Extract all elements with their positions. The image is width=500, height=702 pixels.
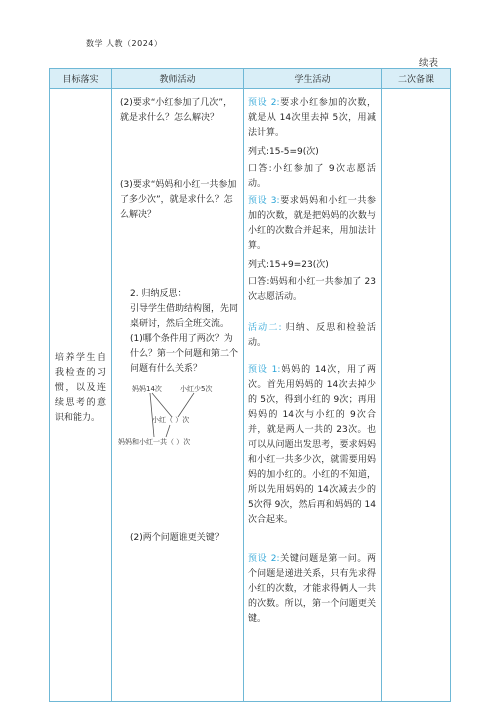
preset-2 bbox=[244, 96, 381, 141]
diagram-label-red: 小红（ ）次 bbox=[152, 416, 190, 424]
teacher-q2: (2)要求“小红参加了几次”，就是求什么？怎么解决？ bbox=[120, 98, 233, 123]
goal-text: 培养学生自我检查的习惯，以及连续思考的意识和能力。 bbox=[55, 353, 106, 423]
diagram-label-less: 小红少5次 bbox=[180, 385, 213, 393]
preset-1-tag: 预设 1: bbox=[248, 365, 281, 375]
preset-2-formula: 列式:15-5=9(次) bbox=[248, 147, 319, 157]
summary-title: 2. 归纳反思： bbox=[130, 289, 187, 299]
column-header-goal: 目标落实 bbox=[50, 69, 112, 89]
lesson-table bbox=[49, 68, 451, 702]
preset-2-text: 要求小红参加的次数，就是从 14次里去掉 5次，用减法计算。 bbox=[248, 98, 376, 138]
teacher-cell bbox=[112, 89, 244, 702]
column-header-student: 学生活动 bbox=[244, 69, 382, 89]
book-header: 数学 人教（2024） bbox=[86, 39, 163, 48]
preset-2-answer: 口答:小红参加了 9次志愿活动。 bbox=[248, 164, 376, 189]
summary-guide: 引导学生借助结构图，先同桌研讨，然后全班交流。 bbox=[130, 304, 239, 329]
preset-2b bbox=[244, 552, 381, 627]
notes-cell bbox=[382, 89, 451, 702]
preset-1 bbox=[244, 363, 381, 528]
preset-2-tag: 预设 2: bbox=[248, 98, 280, 108]
continued-label: 续表 bbox=[418, 58, 438, 69]
preset-3 bbox=[244, 194, 381, 254]
diagram-label-total: 妈妈和小红一共（ ）次 bbox=[118, 438, 191, 446]
teacher-q3: (3)要求“妈妈和小红一共参加了多少次”，就是求什么？怎么解决？ bbox=[120, 180, 237, 220]
column-header-teacher: 教师活动 bbox=[112, 69, 244, 89]
activity-2 bbox=[244, 321, 381, 351]
student-cell bbox=[244, 89, 382, 702]
activity-2-text: 归纳、反思和检验活动。 bbox=[248, 323, 376, 348]
table-header-row bbox=[50, 69, 451, 89]
structure-diagram bbox=[112, 379, 243, 445]
diagram-label-mom: 妈妈14次 bbox=[132, 385, 162, 393]
column-header-notes: 二次备课 bbox=[382, 69, 451, 89]
preset-3-answer: 口答:妈妈和小红一共参加了 23次志愿活动。 bbox=[248, 277, 376, 302]
preset-2b-tag: 预设 2: bbox=[248, 554, 280, 564]
summary-question-1: (1)哪个条件用了两次？为什么？第一个问题和第二个问题有什么关系？ bbox=[130, 334, 239, 374]
preset-1-text: 妈妈的 14次，用了两次。首先用妈妈的 14次去掉少的 5次，得到小红的 9次；再用妈妈的 14次与小红的 9次合并，就是两人一共的 23次。也可以从问题出发思考，要求妈妈和小红一共多少次，就需要用妈妈的加小红的。小红的不知道，所以先用妈妈的 14次减去少的 5次得 9次，然后再和妈妈的 14次合起来。 bbox=[248, 365, 376, 525]
summary-question-2: (2)两个问题谁更关键？ bbox=[130, 533, 224, 543]
preset-3-text: 要求妈妈和小红一共参加的次数，就是把妈妈的次数与小红的次数合并起来，用加法计算。 bbox=[248, 196, 376, 251]
preset-3-tag: 预设 3: bbox=[248, 196, 280, 206]
table-row bbox=[50, 89, 451, 702]
preset-3-formula: 列式:15+9=23(次) bbox=[248, 260, 329, 270]
activity-2-tag: 活动二: bbox=[248, 323, 282, 333]
goal-cell bbox=[50, 89, 112, 702]
preset-2b-text: 关键问题是第一问。两个问题是递进关系，只有先求得小红的次数，才能求得俩人一共的次数。所以，第一个问题更关键。 bbox=[248, 554, 376, 624]
